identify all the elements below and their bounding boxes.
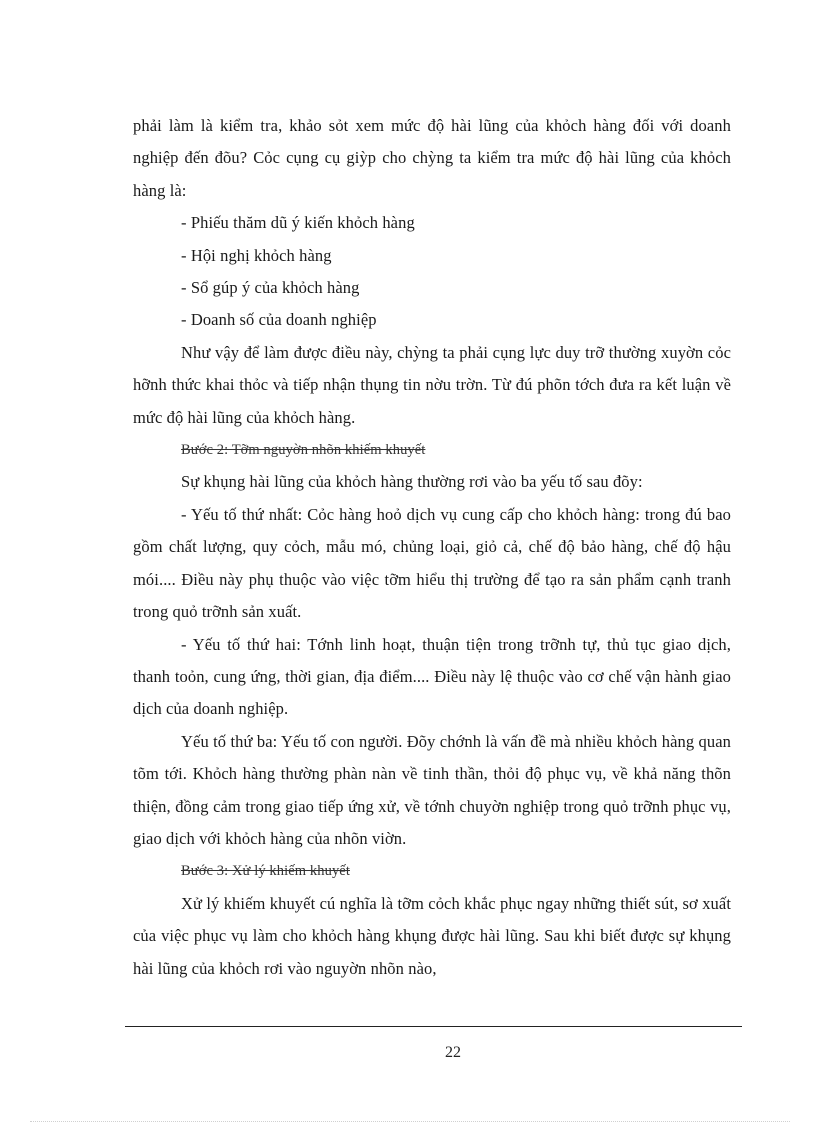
paragraph-conclusion: Như vậy để làm được điều này, chỳng ta phải cụng lực duy trỡ thường xuyờn cỏc hỡnh thức khai thỏc và tiếp nhận thụng tin nờu trờn. Từ đú phõn tớch đưa ra kết luận về mức độ hài lũng của khỏch hàng. (133, 342, 731, 427)
list-item-feedback-book: - Sổ gúp ý của khỏch hàng (181, 278, 360, 298)
section-heading-step-3: Bước 3: Xử lý khiếm khuyết (181, 863, 350, 880)
paragraph-handling: Xử lý khiếm khuyết cú nghĩa là tỡm cỏch khắc phục ngay những thiết sút, sơ xuất của việc phục vụ làm cho khỏch hàng khụng được hài lũng. Sau khi biết được sự khụng hài lũng của khỏch rơi vào nguyờn nhõn nào, (133, 893, 731, 978)
paragraph-continuation: phải làm là kiểm tra, khảo sỏt xem mức độ hài lũng của khỏch hàng đối với doanh nghiệp đến đõu? Cỏc cụng cụ giỳp cho chỳng ta kiểm tra mức độ hài lũng của khỏch hàng là: (133, 116, 731, 200)
footer-divider (125, 1026, 742, 1027)
list-item-conference: - Hội nghị khỏch hàng (181, 245, 332, 265)
page-number: 22 (445, 1044, 461, 1061)
body-text (133, 110, 731, 985)
paragraph-three-factors: Sự khụng hài lũng của khỏch hàng thường rơi vào ba yếu tố sau đõy: (181, 472, 643, 492)
paragraph-factor-two: - Yếu tố thứ hai: Tớnh linh hoạt, thuận tiện trong trỡnh tự, thủ tục giao dịch, thanh toỏn, cung ứng, thời gian, địa điểm.... Điều này lệ thuộc vào cơ chế vận hành giao dịch của doanh nghiệp. (133, 634, 731, 719)
list-item-revenue: - Doanh số của doanh nghiệp (181, 310, 377, 330)
paragraph-factor-three: Yếu tố thứ ba: Yếu tố con người. Đõy chớnh là vấn đề mà nhiều khỏch hàng quan tõm tới. Khỏch hàng thường phàn nàn về tinh thần, thỏi độ phục vụ, về khả năng thõn thiện, đồng cảm trong giao tiếp ứng xử, về tớnh chuyờn nghiệp trong quỏ trỡnh phục vụ, giao dịch với khỏch hàng của nhõn viờn. (133, 731, 731, 848)
section-heading-step-2: Bước 2: Tỡm nguyờn nhõn khiếm khuyết (181, 442, 426, 459)
page-bottom-edge (30, 1121, 790, 1122)
paragraph-factor-one: - Yếu tố thứ nhất: Cỏc hàng hoỏ dịch vụ cung cấp cho khỏch hàng: trong đú bao gồm chất lượng, quy cỏch, mẫu mó, chủng loại, giỏ cả, chế độ bảo hàng, chế độ hậu mói.... Điều này phụ thuộc vào việc tỡm hiểu thị trường để tạo ra sản phẩm cạnh tranh trong quỏ trỡnh sản xuất. (133, 504, 731, 622)
list-item-survey: - Phiếu thăm dũ ý kiến khỏch hàng (181, 213, 415, 233)
